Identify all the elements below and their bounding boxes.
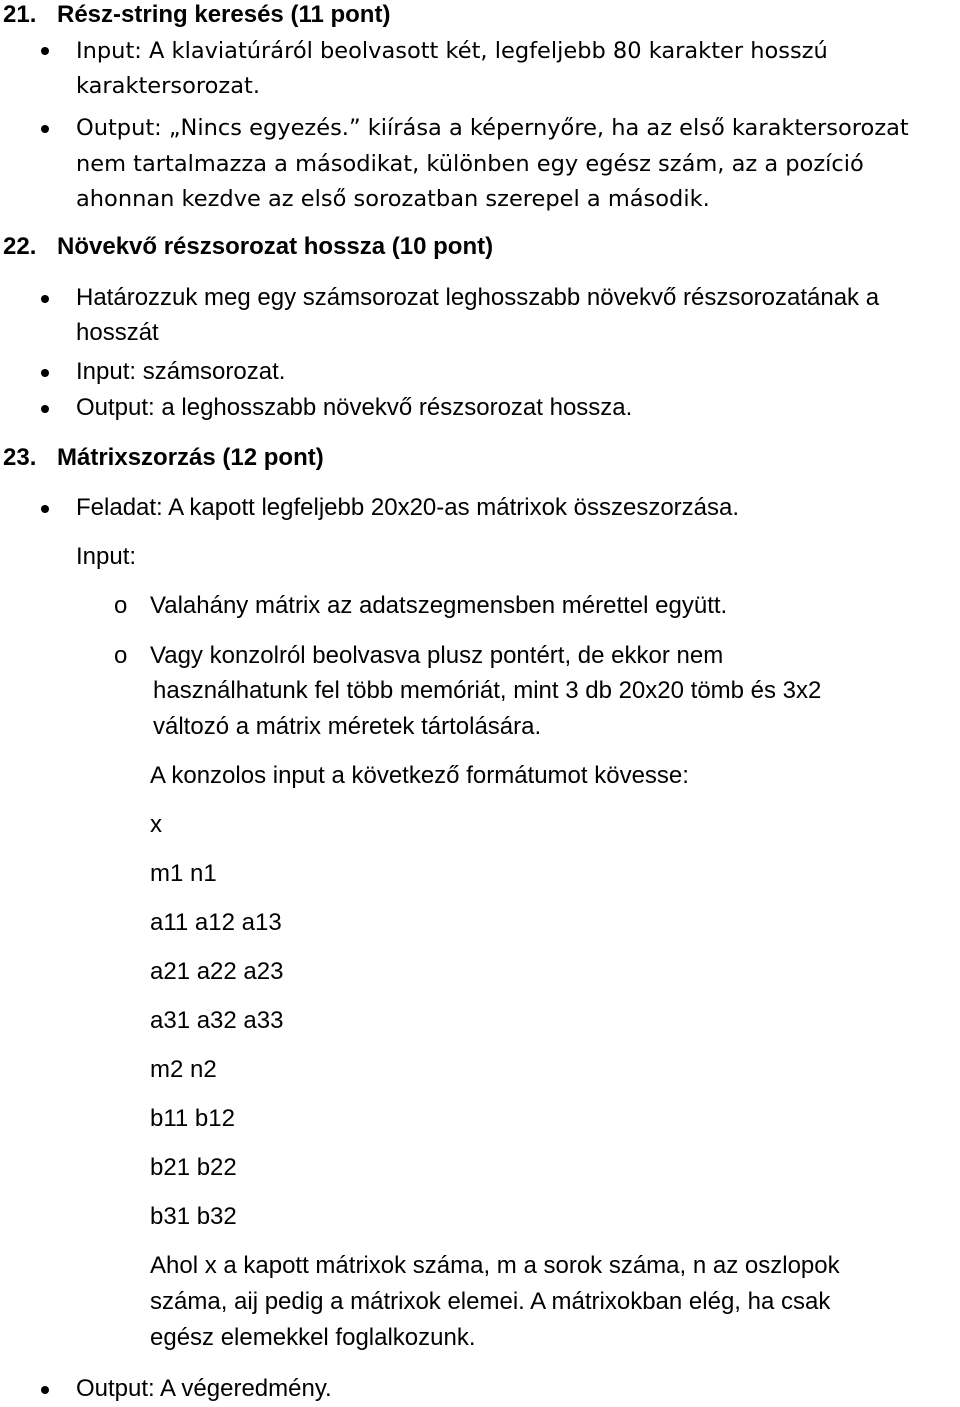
s23-explanation-line3: egész elemekkel foglalkozunk. (150, 1324, 476, 1351)
bullet-icon (41, 47, 49, 55)
s23-option2-line3: változó a mátrix méretek tártolására. (153, 713, 542, 740)
s23-explanation-line2: száma, aij pedig a mátrixok elemei. A mátrixokban elég, ha csak (150, 1288, 831, 1315)
s22-task-line2: hosszát (76, 319, 159, 346)
bullet-icon (41, 405, 49, 413)
section-22-number: 22. (3, 233, 37, 260)
s22-input: Input: számsorozat. (76, 358, 286, 385)
s22-task-line1: Határozzuk meg egy számsorozat leghosszabb növekvő részsorozatának a (76, 284, 880, 311)
format-line: m2 n2 (150, 1056, 217, 1083)
bullet-icon (41, 295, 49, 303)
format-line: a11 a12 a13 (150, 909, 282, 936)
bullet-icon (41, 125, 49, 133)
s23-option2-line1: Vagy konzolról beolvasva plusz pontért, de ekkor nem (150, 642, 724, 669)
s23-task: Feladat: A kapott legfeljebb 20x20-as mátrixok összeszorzása. (76, 494, 740, 521)
s23-option2-line2: használhatunk fel több memóriát, mint 3 db 20x20 tömb és 3x2 (153, 677, 822, 704)
section-23-title: Mátrixszorzás (12 pont) (57, 444, 324, 471)
bullet-icon (41, 505, 49, 513)
format-line: b11 b12 (150, 1105, 235, 1132)
s21-input-line2: karaktersorozat. (76, 73, 260, 99)
bullet-icon (41, 369, 49, 377)
s21-output-line1: Output: „Nincs egyezés.” kiírása a képernyőre, ha az első karaktersorozat (76, 115, 909, 141)
section-21-title: Rész-string keresés (11 pont) (57, 1, 391, 28)
s23-output: Output: A végeredmény. (76, 1375, 332, 1402)
s23-format-intro: A konzolos input a következő formátumot kövesse: (150, 762, 689, 789)
circle-bullet-icon: o (114, 642, 128, 669)
format-line: b21 b22 (150, 1154, 237, 1181)
format-line: x (150, 811, 162, 838)
format-line: b31 b32 (150, 1203, 237, 1230)
section-22-title: Növekvő részsorozat hossza (10 pont) (57, 233, 494, 260)
s23-input-label: Input: (76, 543, 137, 570)
format-line: a31 a32 a33 (150, 1007, 284, 1034)
s21-output-line2: nem tartalmazza a másodikat, különben egy egész szám, az a pozíció (76, 151, 864, 177)
s23-option1: Valahány mátrix az adatszegmensben mérettel együtt. (150, 592, 728, 619)
s21-input-line1: Input: A klaviatúráról beolvasott két, legfeljebb 80 karakter hosszú (76, 38, 828, 64)
circle-bullet-icon: o (114, 592, 128, 619)
section-23-number: 23. (3, 444, 37, 471)
section-21-number: 21. (3, 1, 37, 28)
bullet-icon (41, 1386, 49, 1394)
s21-output-line3: ahonnan kezdve az első sorozatban szerepel a második. (76, 186, 710, 212)
s22-output: Output: a leghosszabb növekvő részsorozat hossza. (76, 394, 633, 421)
s23-explanation-line1: Ahol x a kapott mátrixok száma, m a sorok száma, n az oszlopok (150, 1252, 840, 1279)
format-line: a21 a22 a23 (150, 958, 284, 985)
format-line: m1 n1 (150, 860, 217, 887)
